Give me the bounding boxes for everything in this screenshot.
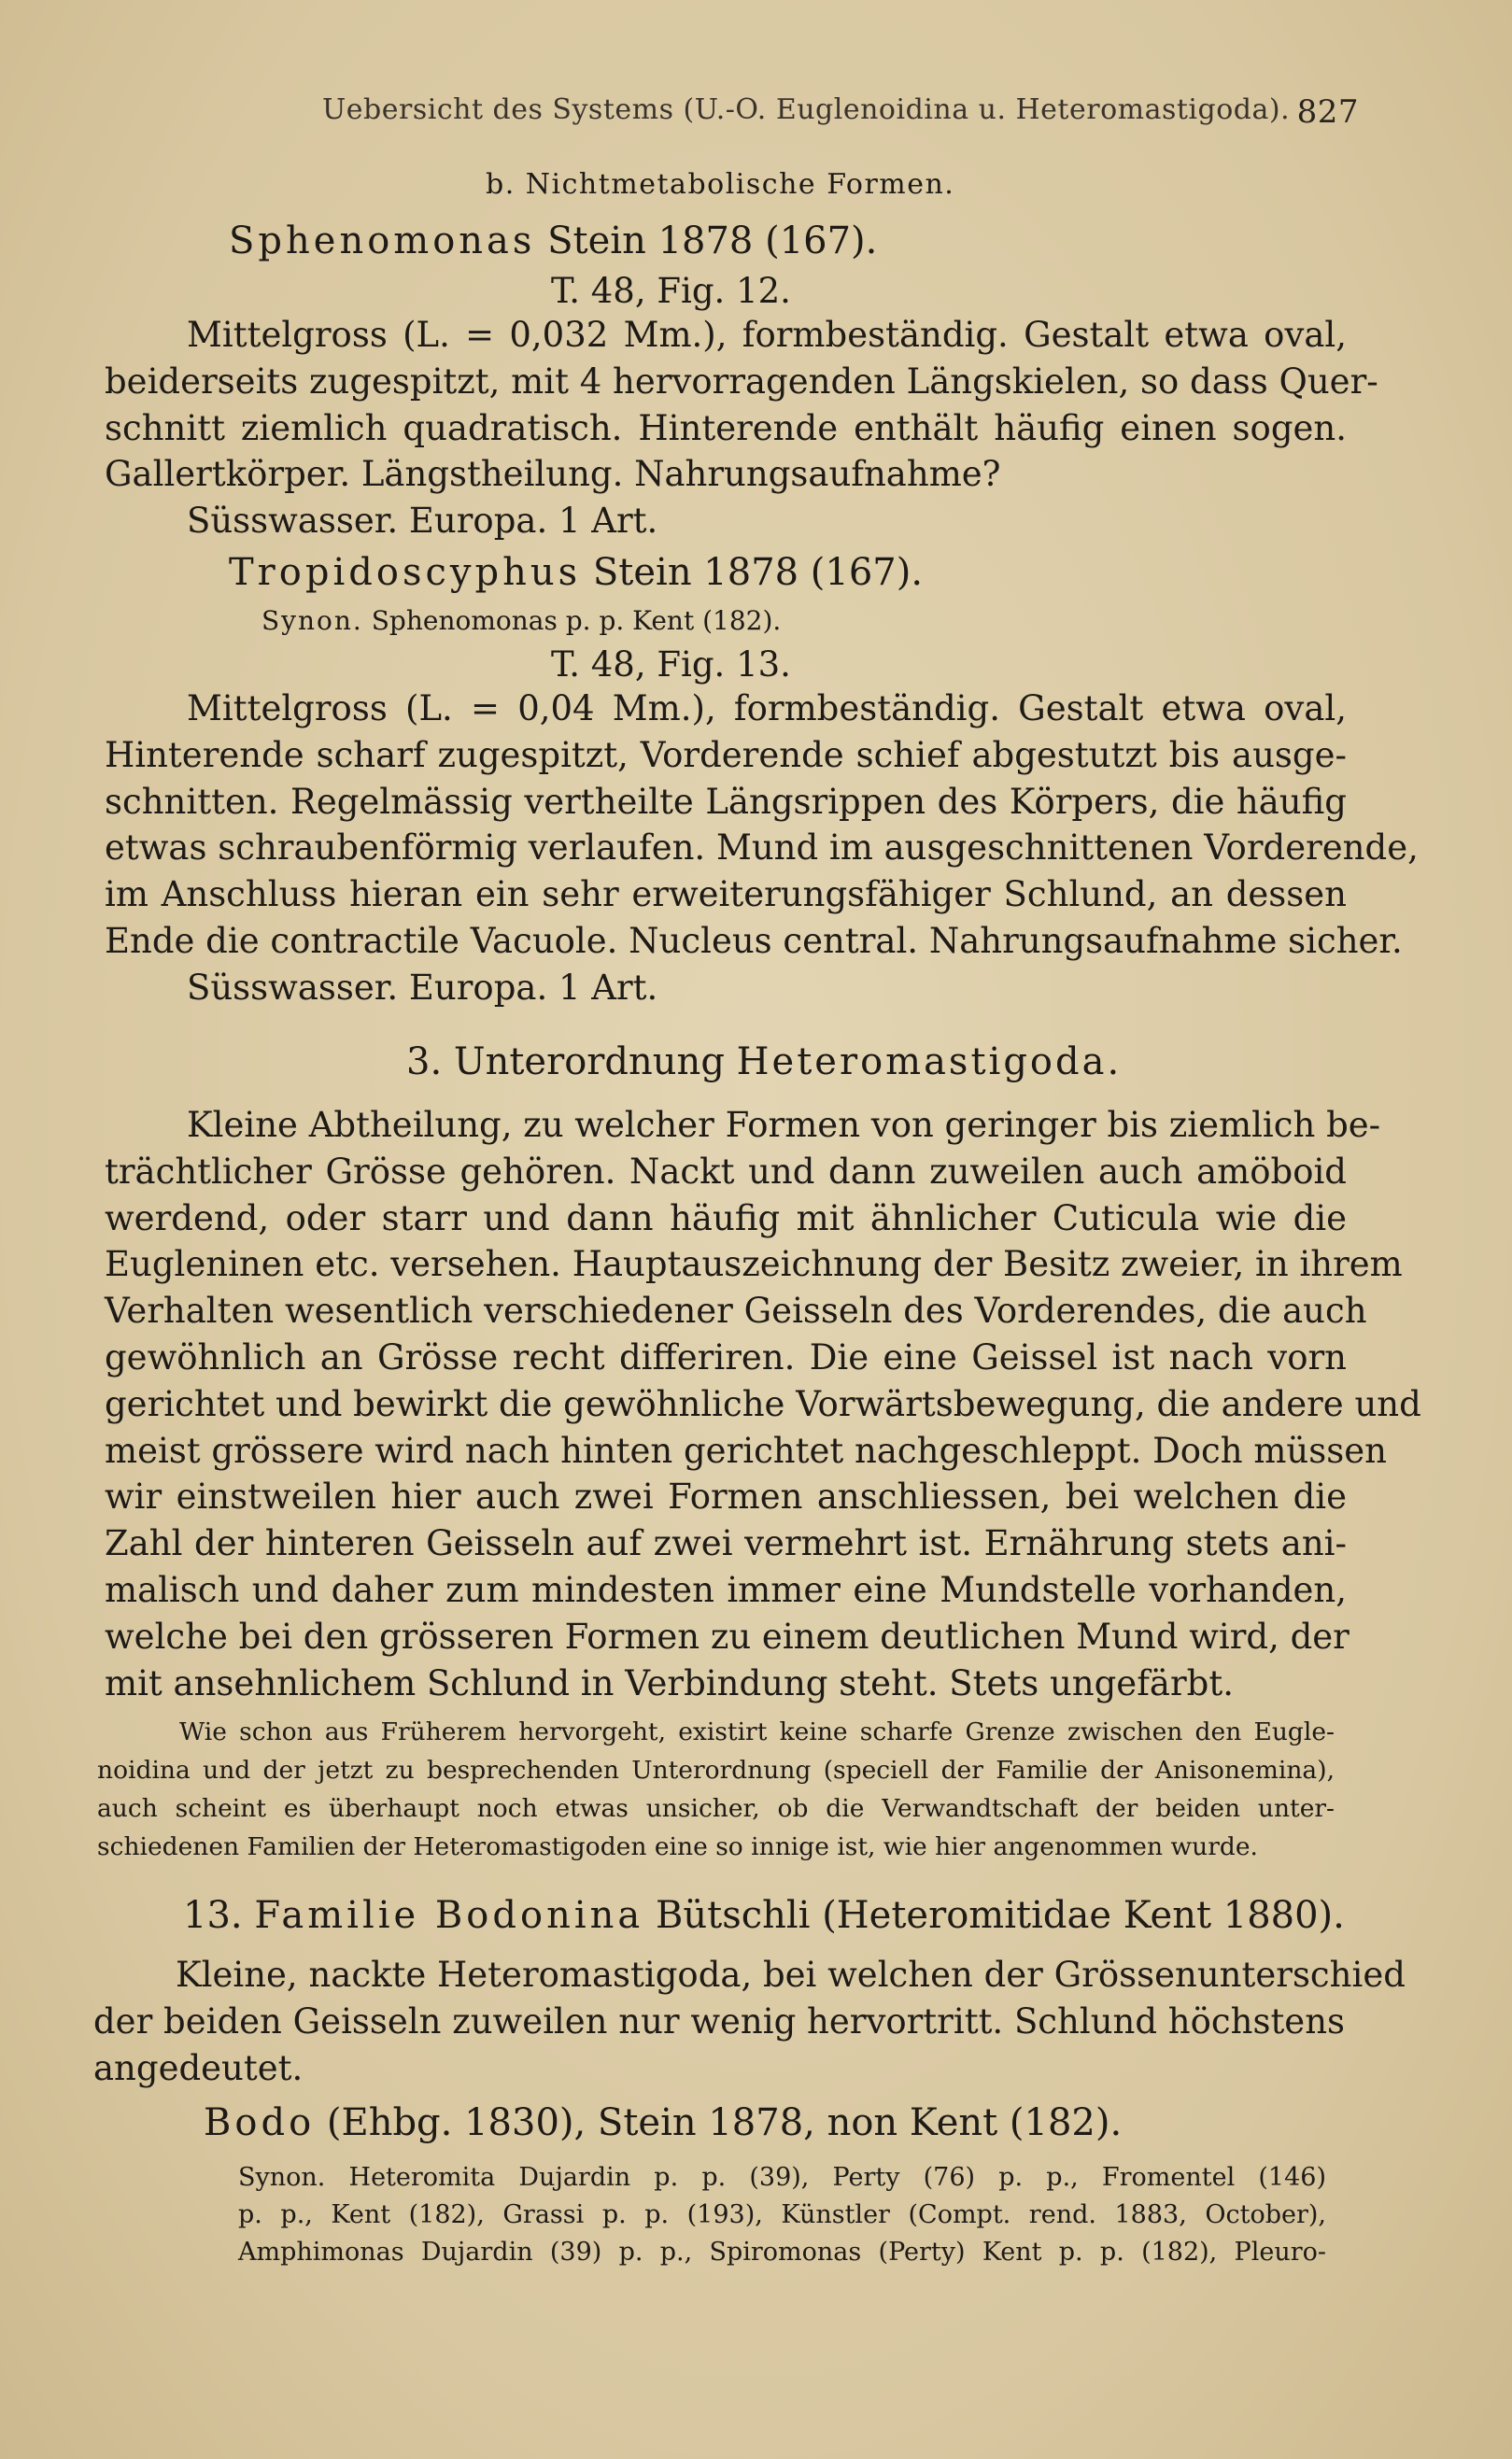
text-line: mit ansehnlichem Schlund in Verbindung steht. Stets ungefärbt.	[105, 1662, 1234, 1703]
suborder-heading	[406, 1040, 1122, 1083]
page-number: 827	[1296, 93, 1359, 131]
synon-line: Amphimonas Dujardin (39) p. p., Spiromonas (Perty) Kent p. p. (182), Pleuro-	[238, 2238, 1326, 2267]
suborder-description	[105, 1102, 1421, 1706]
text-line: etwas schraubenförmig verlaufen. Mund im ausgeschnittenen Vorderende,	[105, 827, 1419, 869]
tropidoscyphus-description	[105, 685, 1419, 1011]
text-line: Mittelgross (L. = 0,04 Mm.), formbeständig. Gestalt etwa oval,	[187, 688, 1347, 728]
genus-heading-bodo	[204, 2101, 1122, 2144]
synon-line: p. p., Kent (182), Grassi p. p. (193), Künstler (Compt. rend. 1883, October),	[238, 2200, 1326, 2229]
text-line: schnitten. Regelmässig vertheilte Längsrippen des Körpers, die häufig	[105, 781, 1347, 822]
suborder-prefix: 3. Unterordnung	[406, 1040, 737, 1083]
synonym-line	[261, 605, 781, 636]
note-line: Wie schon aus Früherem hervorgeht, existirt keine scharfe Grenze zwischen den Eugle-	[179, 1717, 1335, 1746]
text-line: Gallertkörper. Längstheilung. Nahrungsaufnahme?	[105, 454, 1001, 495]
text-line: schnitt ziemlich quadratisch. Hinterende enthält häufig einen sogen.	[105, 407, 1347, 448]
text-line: Kleine Abtheilung, zu welcher Formen von geringer bis ziemlich be-	[187, 1105, 1381, 1145]
text-line: Süsswasser. Europa. 1 Art.	[187, 501, 658, 542]
text-line: beiderseits zugespitzt, mit 4 hervorragenden Längskielen, so dass Quer-	[105, 360, 1378, 402]
text-line: Kleine, nackte Heteromastigoda, bei welchen der Grössenunterschied	[176, 1955, 1406, 1995]
section-heading-b: b. Nichtmetabolische Formen.	[486, 168, 955, 201]
genus-heading-sphenomonas	[229, 219, 877, 262]
bodo-synonyms	[238, 2159, 1326, 2271]
synon-label: Synon.	[261, 605, 363, 636]
running-header	[322, 93, 1359, 131]
note-line: schiedenen Familien der Heteromastigoden eine so innige ist, wie hier angenommen wurde.	[97, 1832, 1258, 1861]
family-rest: Bütschli (Heteromitidae Kent 1880).	[643, 1894, 1345, 1937]
genus-author: Stein 1878 (167).	[581, 551, 924, 594]
family-name: Familie Bodonina	[254, 1894, 644, 1937]
text-line: im Anschluss hieran ein sehr erweiterungsfähiger Schlund, an dessen	[105, 874, 1347, 915]
family-description	[93, 1952, 1406, 2091]
genus-name: Sphenomonas	[229, 219, 536, 262]
figure-reference: T. 48, Fig. 12.	[551, 271, 791, 311]
running-title: Uebersicht des Systems (U.-O. Euglenoidina u. Heteromastigoda).	[322, 93, 1291, 126]
text-line: Verhalten wesentlich verschiedener Geisseln des Vorderendes, die auch	[105, 1291, 1367, 1332]
genus-author: Stein 1878 (167).	[535, 219, 878, 262]
text-line: der beiden Geisseln zuweilen nur wenig hervortritt. Schlund höchstens	[93, 2000, 1346, 2042]
text-line: wir einstweilen hier auch zwei Formen anschliessen, bei welchen die	[105, 1477, 1347, 1518]
family-prefix: 13.	[183, 1894, 255, 1937]
sphenomonas-description	[105, 312, 1378, 544]
genus-heading-tropidoscyphus	[229, 551, 923, 594]
text-line: gerichtet und bewirkt die gewöhnliche Vorwärtsbewegung, die andere und	[105, 1383, 1421, 1424]
synon-text: Sphenomonas p. p. Kent (182).	[362, 605, 782, 636]
text-line: welche bei den grösseren Formen zu einem deutlichen Mund wird, der	[105, 1616, 1349, 1657]
figure-reference: T. 48, Fig. 13.	[551, 644, 791, 685]
text-line: angedeutet.	[93, 2047, 304, 2088]
text-line: Süsswasser. Europa. 1 Art.	[187, 967, 658, 1008]
note-line: noidina und der jetzt zu besprechenden Unterordnung (speciell der Familie der Anisonemina),	[97, 1756, 1335, 1785]
text-line: gewöhnlich an Grösse recht differiren. Die eine Geissel ist nach vorn	[105, 1336, 1347, 1378]
genus-author: (Ehbg. 1830), Stein 1878, non Kent (182).	[315, 2101, 1123, 2144]
text-line: werdend, oder starr und dann häufig mit ähnlicher Cuticula wie die	[105, 1197, 1347, 1238]
text-line: Ende die contractile Vacuole. Nucleus central. Nahrungsaufnahme sicher.	[105, 920, 1403, 961]
text-line: meist grössere wird nach hinten gerichtet nachgeschleppt. Doch müssen	[105, 1430, 1387, 1471]
genus-name: Bodo	[204, 2101, 316, 2144]
family-heading	[183, 1894, 1345, 1937]
text-line: malisch und daher zum mindesten immer eine Mundstelle vorhanden,	[105, 1569, 1347, 1610]
note-line: auch scheint es überhaupt noch etwas unsicher, ob die Verwandtschaft der beiden unter-	[97, 1794, 1335, 1823]
text-line: Eugleninen etc. versehen. Hauptauszeichnung der Besitz zweier, in ihrem	[105, 1244, 1403, 1285]
text-line: Zahl der hinteren Geisseln auf zwei vermehrt ist. Ernährung stets ani-	[105, 1523, 1347, 1564]
suborder-name: Heteromastigoda.	[736, 1040, 1123, 1083]
suborder-note	[97, 1713, 1335, 1866]
synon-line: Synon. Heteromita Dujardin p. p. (39), Perty (76) p. p., Fromentel (146)	[238, 2163, 1326, 2192]
genus-name: Tropidoscyphus	[229, 551, 582, 594]
text-line: trächtlicher Grösse gehören. Nackt und dann zuweilen auch amöboid	[105, 1151, 1347, 1192]
text-line: Mittelgross (L. = 0,032 Mm.), formbeständig. Gestalt etwa oval,	[187, 315, 1347, 355]
text-line: Hinterende scharf zugespitzt, Vorderende schief abgestutzt bis ausge-	[105, 734, 1347, 775]
